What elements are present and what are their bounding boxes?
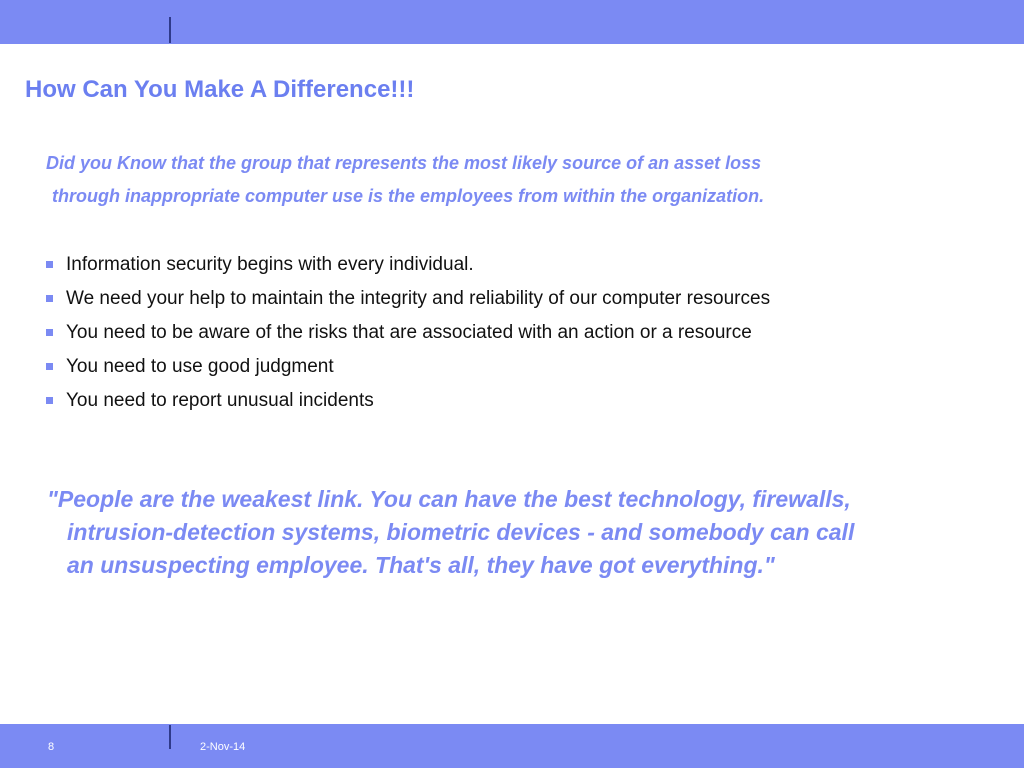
square-bullet-icon [46,363,53,370]
square-bullet-icon [46,397,53,404]
bullet-text: You need to be aware of the risks that are associated with an action or a resource [66,322,752,343]
footer-date: 2-Nov-14 [200,741,246,753]
square-bullet-icon [46,329,53,336]
bullet-item [44,316,770,350]
footer-divider [169,725,171,749]
bullet-item [44,248,770,282]
quote-line-2: intrusion-detection systems, biometric devices - and somebody can call [67,519,855,545]
bullet-text: We need your help to maintain the integrity and reliability of our computer resources [66,288,771,309]
page-number: 8 [48,741,55,753]
quote-line-3: an unsuspecting employee. That's all, they have got everything." [67,552,775,578]
bullet-item [44,282,770,316]
bullet-text: Information security begins with every individual. [66,254,474,275]
intro-line-1: Did you Know that the group that represents the most likely source of an asset loss [46,153,762,173]
intro-text [46,147,986,213]
quote-line-1: "People are the weakest link. You can have the best technology, firewalls, [47,486,851,512]
bullet-item [44,384,770,418]
bullet-list [44,248,770,418]
header-divider [169,17,171,43]
square-bullet-icon [46,295,53,302]
slide-title: How Can You Make A Difference!!! [25,76,415,103]
bullet-item [44,350,770,384]
square-bullet-icon [46,261,53,268]
footer-bar [0,724,1024,768]
bullet-text: You need to use good judgment [66,356,334,377]
quote-block [47,483,977,582]
header-bar [0,0,1024,44]
intro-line-2: through inappropriate computer use is the employees from within the organization. [52,186,765,206]
bullet-text: You need to report unusual incidents [66,390,374,411]
